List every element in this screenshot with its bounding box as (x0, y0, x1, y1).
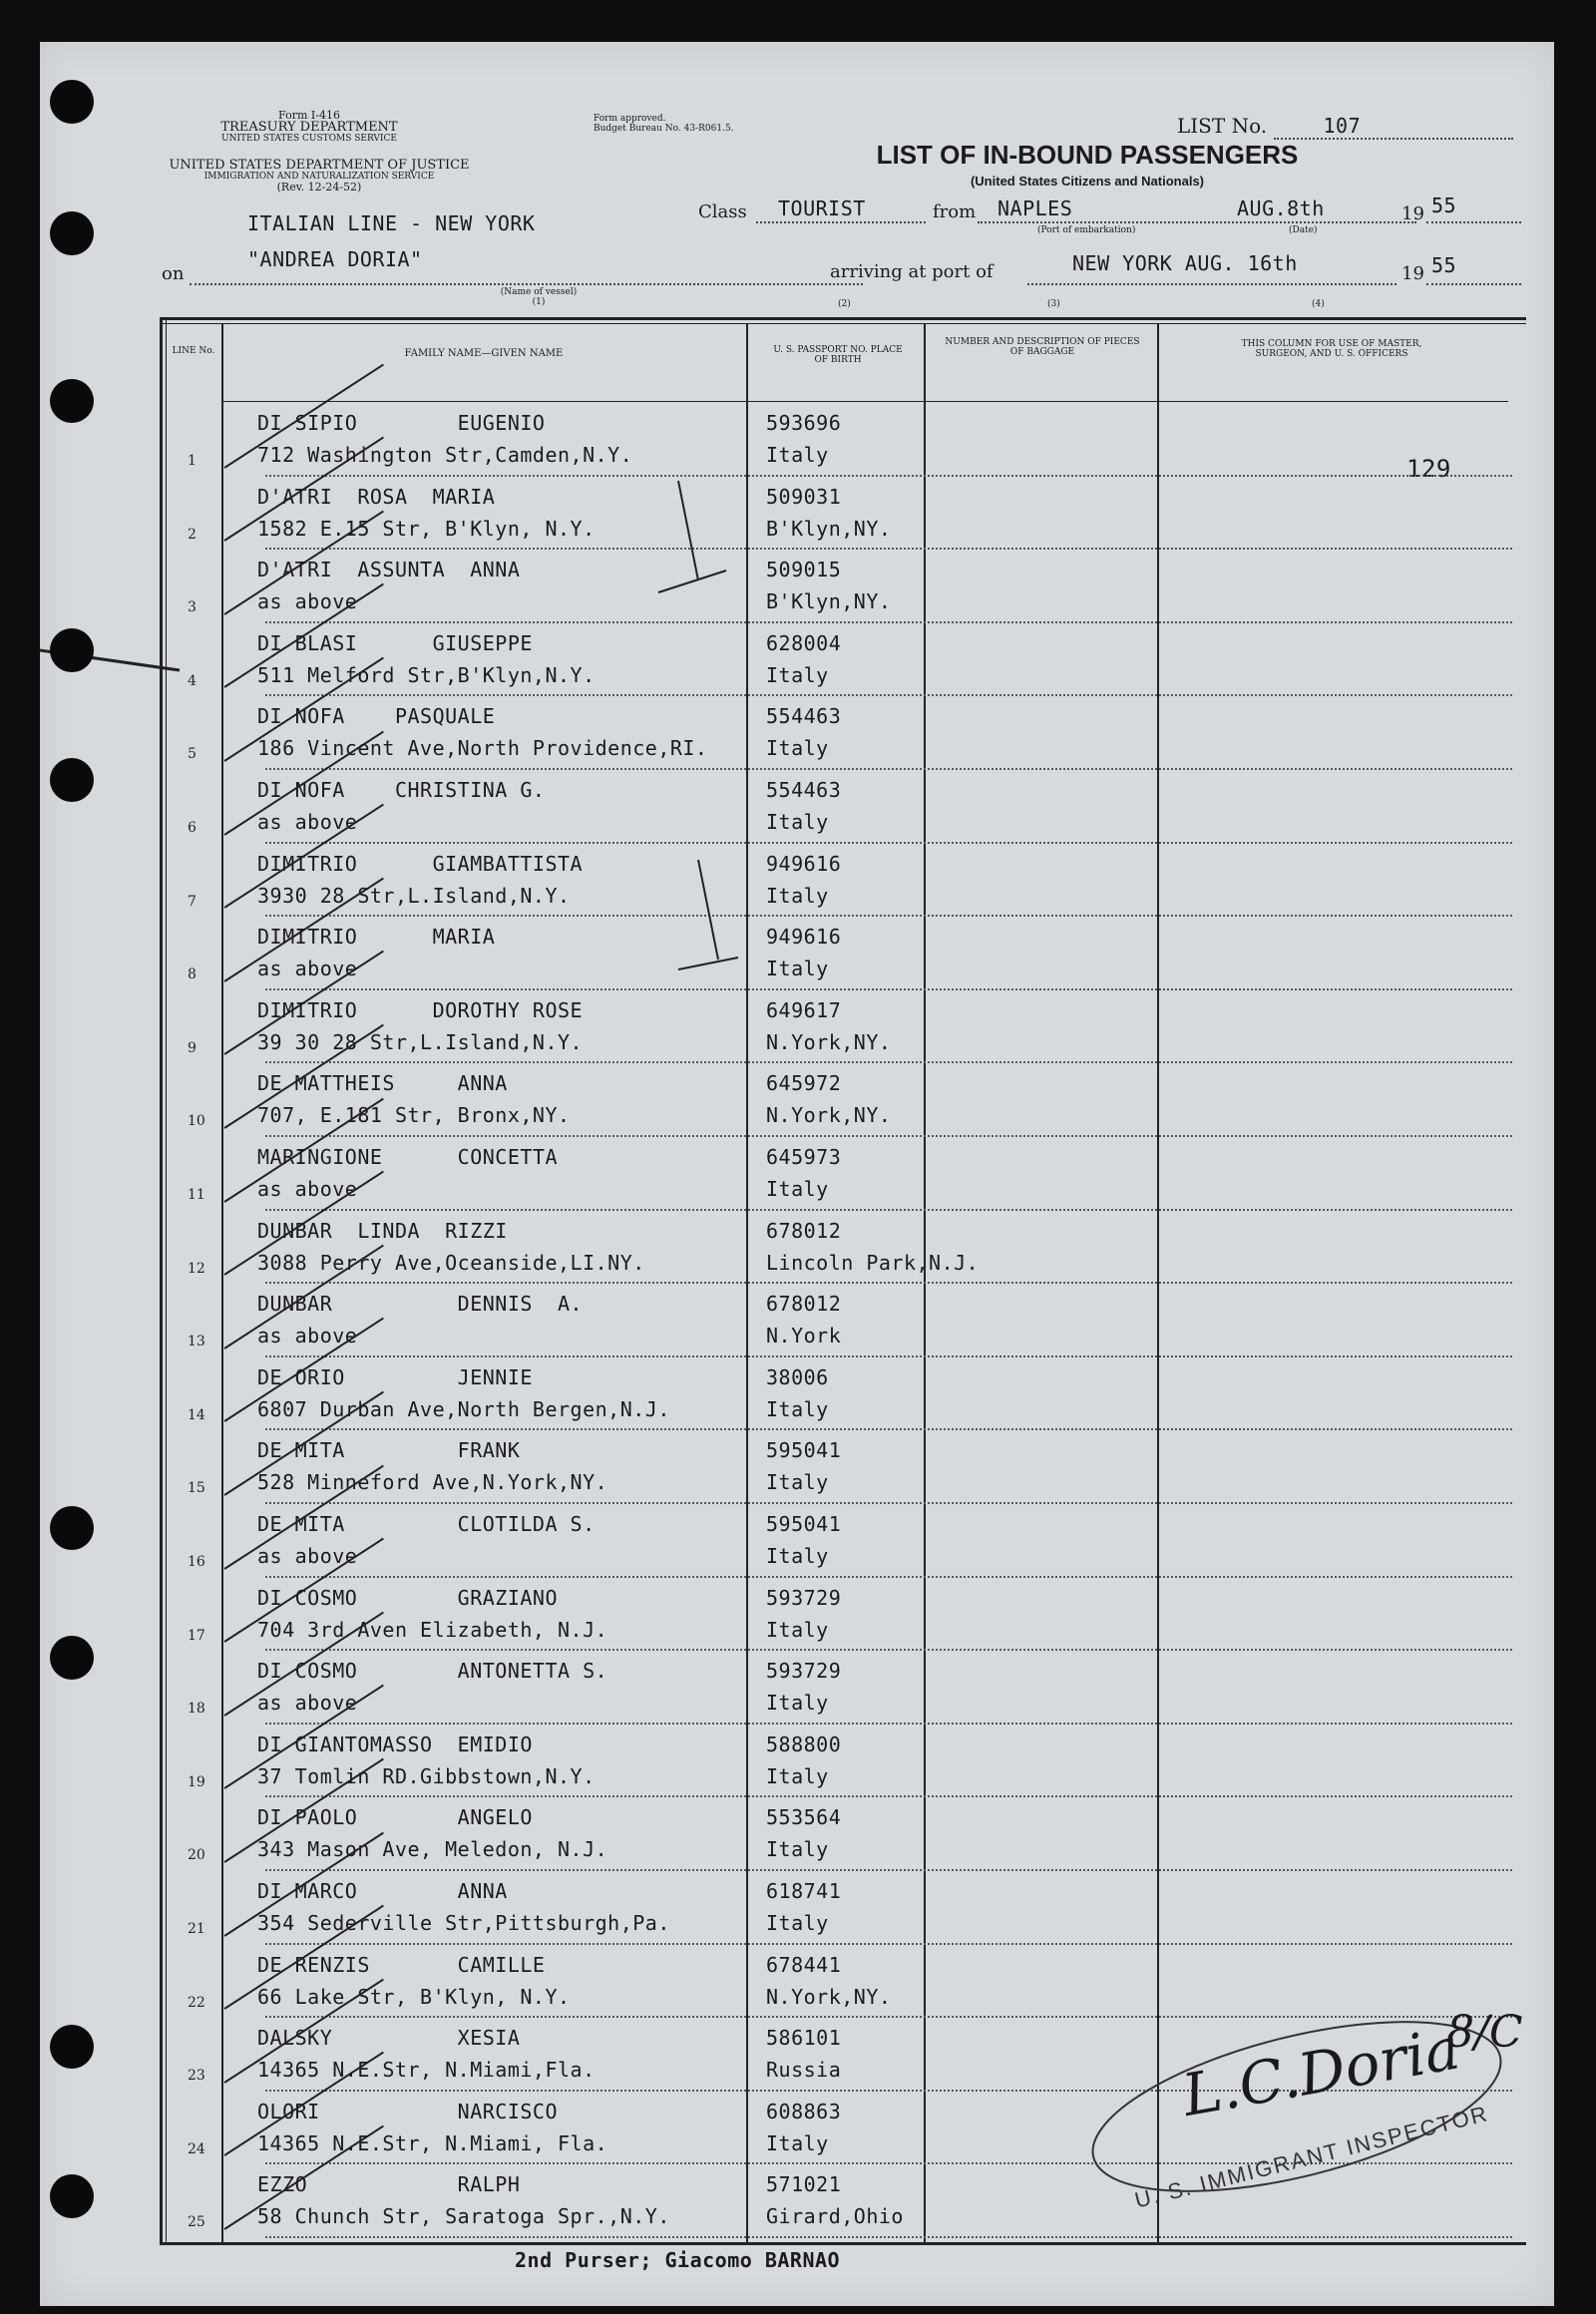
passport-number: 645972 (766, 1071, 842, 1096)
line-number: 25 (188, 2214, 205, 2231)
passenger-address: as above (257, 957, 358, 981)
place-of-birth: Italy (766, 2130, 829, 2155)
place-of-birth: N.York,NY. (766, 1029, 892, 1054)
embark-caption: (Port of embarkation) (1037, 225, 1136, 235)
year-prefix: 19 (1401, 203, 1424, 224)
col2-caption: (2) (838, 299, 851, 309)
passport-number: 593729 (766, 1585, 842, 1610)
passport-number: 593729 (766, 1659, 842, 1684)
passenger-name: DIMITRIO GIAMBATTISTA (257, 851, 584, 876)
passport-number: 608863 (766, 2099, 842, 2123)
passenger-address: as above (257, 1177, 358, 1201)
passenger-address: 1582 E.15 Str, B'Klyn, N.Y. (257, 516, 596, 541)
passenger-address: as above (257, 1691, 358, 1716)
place-of-birth: Italy (766, 957, 829, 981)
passenger-address: 511 Melford Str,B'Klyn,N.Y. (257, 662, 596, 687)
place-of-birth: Italy (766, 1837, 829, 1862)
passport-number: 949616 (766, 925, 842, 950)
line-number: 10 (188, 1113, 205, 1130)
place-of-birth: Russia (766, 2058, 842, 2083)
col-header-line-no: LINE No. (172, 346, 215, 356)
passenger-name: DIMITRIO MARIA (257, 925, 496, 950)
page-subtitle: (United States Citizens and Nationals) (970, 174, 1205, 189)
passenger-address: 712 Washington Str,Camden,N.Y. (257, 443, 633, 467)
passenger-address: 14365 N.E.Str, N.Miami,Fla. (257, 2058, 596, 2083)
passenger-address: 354 Sederville Str,Pittsburgh,Pa. (257, 1911, 670, 1935)
col1-caption: (1) (532, 297, 546, 307)
passport-number: 509015 (766, 558, 842, 582)
treasury-label: TREASURY DEPARTMENT (220, 120, 398, 135)
line-number: 9 (188, 1039, 197, 1056)
passenger-name: MARINGIONE CONCETTA (257, 1145, 558, 1169)
line-number: 5 (188, 746, 197, 763)
col-header-officers: THIS COLUMN FOR USE OF MASTER, SURGEON, AND U. S. OFFICERS (1241, 339, 1422, 359)
col3-caption: (3) (1047, 299, 1060, 309)
vessel-name: "ANDREA DORIA" (247, 247, 423, 271)
passport-number: 678012 (766, 1292, 842, 1317)
justice-label: UNITED STATES DEPARTMENT OF JUSTICE (169, 158, 470, 173)
place-of-birth: Italy (766, 736, 829, 761)
revision-label: (Rev. 12-24-52) (276, 181, 362, 193)
class-label: Class (698, 201, 747, 222)
line-number: 15 (188, 1480, 205, 1497)
place-of-birth: Italy (766, 1470, 829, 1495)
passenger-name: DALSKY XESIA (257, 2026, 521, 2051)
passenger-name: D'ATRI ROSA MARIA (257, 484, 496, 509)
passport-number: 554463 (766, 778, 842, 802)
immigration-label: IMMIGRATION AND NATURALIZATION SERVICE (203, 172, 435, 182)
col-header-passport: U. S. PASSPORT NO. PLACE OF BIRTH (773, 345, 903, 365)
place-of-birth: Lincoln Park,N.J. (766, 1250, 980, 1275)
list-number-label: LIST No. (1177, 114, 1268, 138)
passenger-name: DI SIPIO EUGENIO (257, 411, 546, 435)
line-number: 7 (188, 893, 197, 910)
passport-number: 678441 (766, 1952, 842, 1977)
customs-label: UNITED STATES CUSTOMS SERVICE (221, 134, 397, 144)
stamp-text: U. S. IMMIGRANT INSPECTOR (1132, 2101, 1491, 2213)
shipping-company: ITALIAN LINE - NEW YORK (247, 211, 536, 235)
place-of-birth: N.York (766, 1324, 842, 1349)
inspector-signature: L.C.Doria (1177, 2014, 1465, 2130)
line-number: 12 (188, 1260, 205, 1277)
form-number: Form I-416 (278, 109, 340, 122)
place-of-birth: Italy (766, 810, 829, 834)
place-of-birth: Italy (766, 883, 829, 908)
line-number: 6 (188, 820, 197, 836)
passenger-name: DI MARCO ANNA (257, 1879, 508, 1903)
from-value: NAPLES (998, 196, 1073, 220)
passenger-name: DI GIANTOMASSO EMIDIO (257, 1732, 533, 1756)
binder-hole (50, 80, 94, 124)
passport-number: 571021 (766, 2172, 842, 2197)
place-of-birth: Italy (766, 662, 829, 687)
line-number: 20 (188, 1847, 205, 1864)
passenger-name: DE MITA FRANK (257, 1438, 521, 1463)
line-number: 17 (188, 1627, 205, 1644)
passport-number: 595041 (766, 1512, 842, 1536)
place-of-birth: Italy (766, 1911, 829, 1935)
passport-number: 618741 (766, 1879, 842, 1903)
binder-hole (50, 1636, 94, 1680)
year-prefix-2: 19 (1401, 263, 1424, 284)
place-of-birth: Italy (766, 1177, 829, 1201)
passport-number: 949616 (766, 851, 842, 876)
page-title: LIST OF IN-BOUND PASSENGERS (876, 140, 1299, 170)
binder-hole (50, 1506, 94, 1550)
binder-hole (50, 628, 94, 672)
passenger-address: as above (257, 1324, 358, 1349)
place-of-birth: Italy (766, 1617, 829, 1642)
place-of-birth: B'Klyn,NY. (766, 516, 892, 541)
line-number: 18 (188, 1701, 205, 1718)
on-label: on (162, 263, 185, 284)
col-header-baggage: NUMBER AND DESCRIPTION OF PIECES OF BAGGAGE (945, 337, 1140, 357)
passenger-name: DUNBAR DENNIS A. (257, 1292, 584, 1317)
passenger-name: DUNBAR LINDA RIZZI (257, 1218, 508, 1243)
place-of-birth: Italy (766, 1544, 829, 1568)
passenger-name: DE ORIO JENNIE (257, 1364, 533, 1389)
passenger-address: 3088 Perry Ave,Oceanside,LI.NY. (257, 1250, 645, 1275)
passport-number: 38006 (766, 1364, 829, 1389)
passenger-address: 58 Chunch Str, Saratoga Spr.,N.Y. (257, 2204, 670, 2229)
departure-year: 55 (1431, 193, 1457, 217)
binder-hole (50, 2025, 94, 2069)
passenger-address: 3930 28 Str,L.Island,N.Y. (257, 883, 571, 908)
place-of-birth: N.York,NY. (766, 1984, 892, 2009)
place-of-birth: Italy (766, 1763, 829, 1788)
form-approved-label: Form approved. (594, 114, 666, 124)
passenger-address: 37 Tomlin RD.Gibbstown,N.Y. (257, 1763, 596, 1788)
passport-number: 678012 (766, 1218, 842, 1243)
bracket-mark-1 (658, 481, 726, 592)
departure-date: AUG.8th (1237, 196, 1325, 220)
passenger-name: DI BLASI GIUSEPPE (257, 630, 533, 655)
passport-number: 593696 (766, 411, 842, 435)
line-number: 24 (188, 2140, 205, 2157)
passenger-name: DE MITA CLOTILDA S. (257, 1512, 596, 1536)
line-number: 21 (188, 1921, 205, 1937)
place-of-birth: Girard,Ohio (766, 2204, 904, 2229)
col-header-name: FAMILY NAME—GIVEN NAME (404, 348, 564, 359)
passenger-name: DI COSMO ANTONETTA S. (257, 1659, 608, 1684)
budget-label: Budget Bureau No. 43-R061.5. (594, 124, 734, 134)
manifest-sheet (40, 42, 1554, 2306)
passenger-address: as above (257, 810, 358, 834)
place-of-birth: B'Klyn,NY. (766, 589, 892, 614)
passenger-address: 39 30 28 Str,L.Island,N.Y. (257, 1029, 584, 1054)
passport-number: 628004 (766, 630, 842, 655)
arrival-port: NEW YORK AUG. 16th (1072, 251, 1298, 275)
col4-caption: (4) (1312, 299, 1325, 309)
place-of-birth: N.York,NY. (766, 1103, 892, 1128)
line-number: 13 (188, 1334, 205, 1350)
passenger-address: 704 3rd Aven Elizabeth, N.J. (257, 1617, 608, 1642)
line-number: 14 (188, 1406, 205, 1423)
passenger-address: 186 Vincent Ave,North Providence,RI. (257, 736, 708, 761)
passenger-name: DE RENZIS CAMILLE (257, 1952, 546, 1977)
passport-number: 553564 (766, 1805, 842, 1830)
line-number: 1 (188, 453, 197, 469)
officer-annotation: 129 (1406, 455, 1451, 483)
line-number: 3 (188, 599, 197, 616)
line-number: 16 (188, 1554, 205, 1570)
passenger-name: DE MATTHEIS ANNA (257, 1071, 508, 1096)
line-number: 11 (188, 1187, 205, 1203)
passenger-address: 14365 N.E.Str, N.Miami, Fla. (257, 2130, 608, 2155)
passport-number: 595041 (766, 1438, 842, 1463)
passport-number: 586101 (766, 2026, 842, 2051)
passenger-name: DI PAOLO ANGELO (257, 1805, 533, 1830)
passenger-address: 343 Mason Ave, Meledon, N.J. (257, 1837, 608, 1862)
passenger-address: 6807 Durban Ave,North Bergen,N.J. (257, 1396, 670, 1421)
class-value: TOURIST (778, 196, 866, 220)
arrival-year: 55 (1431, 253, 1457, 277)
signature-mark: 8/C (1446, 2007, 1523, 2058)
passenger-name: DIMITRIO DOROTHY ROSE (257, 997, 584, 1022)
bracket-mark-2 (678, 860, 738, 969)
line-number: 4 (188, 672, 197, 689)
passport-number: 645973 (766, 1145, 842, 1169)
inspector-stamp (1057, 1967, 1536, 2226)
passenger-address: 66 Lake Str, B'Klyn, N.Y. (257, 1984, 571, 2009)
date-caption: (Date) (1289, 225, 1318, 235)
passenger-name: DI NOFA CHRISTINA G. (257, 778, 546, 802)
passenger-address: 707, E.181 Str, Bronx,NY. (257, 1103, 571, 1128)
from-label: from (933, 201, 977, 222)
passenger-name: DI COSMO GRAZIANO (257, 1585, 558, 1610)
place-of-birth: Italy (766, 1396, 829, 1421)
line-number: 2 (188, 526, 197, 543)
footer-purser: 2nd Purser; Giacomo BARNAO (515, 2248, 841, 2272)
binder-hole (50, 758, 94, 802)
passenger-address: as above (257, 589, 358, 614)
passenger-name: D'ATRI ASSUNTA ANNA (257, 558, 521, 582)
passenger-name: EZZO RALPH (257, 2172, 521, 2197)
passport-number: 554463 (766, 704, 842, 729)
place-of-birth: Italy (766, 443, 829, 467)
passport-number: 588800 (766, 1732, 842, 1756)
line-number: 8 (188, 966, 197, 983)
passenger-address: as above (257, 1544, 358, 1568)
binder-hole (50, 2174, 94, 2218)
place-of-birth: Italy (766, 1691, 829, 1716)
line-number: 22 (188, 1994, 205, 2011)
passenger-name: DI NOFA PASQUALE (257, 704, 496, 729)
binder-hole (50, 379, 94, 423)
passport-number: 649617 (766, 997, 842, 1022)
vessel-caption-text: (Name of vessel) (500, 287, 578, 297)
passenger-name: OLORI NARCISCO (257, 2099, 558, 2123)
line-number: 19 (188, 1773, 205, 1790)
line-number: 23 (188, 2068, 205, 2085)
arriving-label: arriving at port of (830, 261, 994, 282)
passport-number: 509031 (766, 484, 842, 509)
binder-hole (50, 211, 94, 255)
passenger-address: 528 Minneford Ave,N.York,NY. (257, 1470, 608, 1495)
list-number-value: 107 (1274, 114, 1513, 140)
